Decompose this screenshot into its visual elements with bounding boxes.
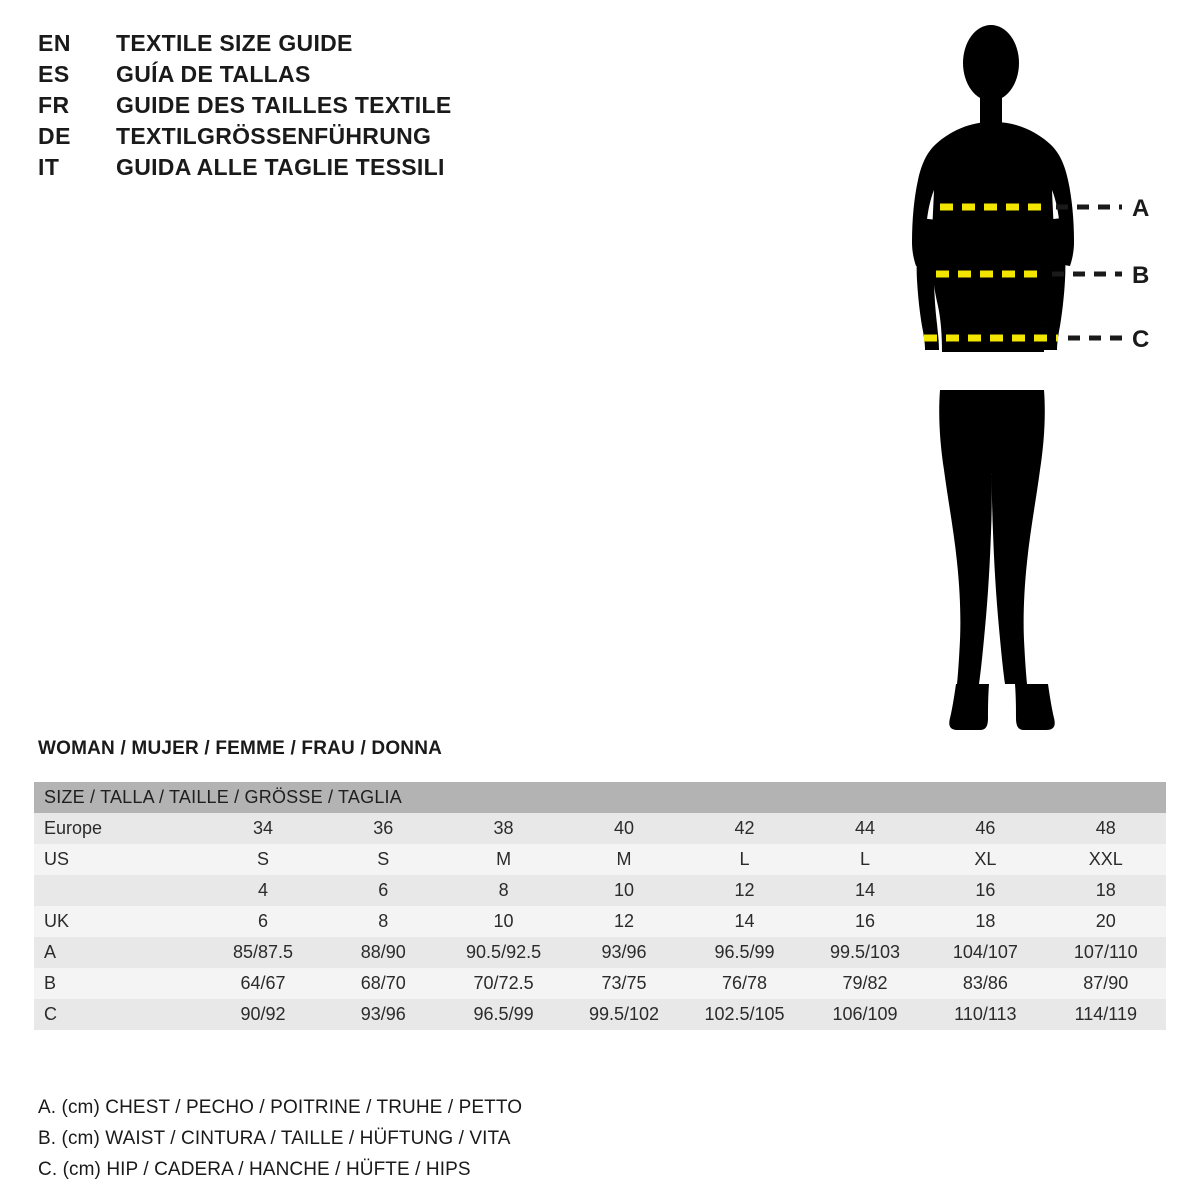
table-cell: 14 [734, 911, 755, 931]
table-row [34, 937, 1166, 968]
row-label: B [44, 973, 57, 993]
table-cell: 12 [734, 880, 755, 900]
table-cell: 73/75 [601, 973, 647, 993]
table-cell: 107/110 [1073, 942, 1138, 962]
table-cell: S [257, 849, 270, 869]
language-code: DE [38, 123, 71, 149]
language-row-fr [38, 92, 558, 123]
marker-label-c: C [1132, 326, 1150, 353]
table-cell: 93/96 [601, 942, 647, 962]
table-cell: M [616, 849, 632, 869]
row-label [34, 875, 203, 906]
body-measurement-diagram [860, 18, 1180, 738]
table-cell: 4 [258, 880, 269, 900]
language-row-en [38, 30, 558, 61]
legend-line-b: B. (cm) WAIST / CINTURA / TAILLE / HÜFTUNG / VITA [38, 1128, 511, 1149]
table-cell: 16 [975, 880, 996, 900]
language-title: GUÍA DE TALLAS [116, 61, 311, 87]
table-cell: XXL [1088, 849, 1123, 869]
language-title-block [38, 30, 558, 185]
table-cell: 96.5/99 [473, 1004, 534, 1024]
language-row-es [38, 61, 558, 92]
language-title: GUIDE DES TAILLES TEXTILE [116, 92, 452, 118]
marker-label-a: A [1132, 195, 1150, 222]
table-cell: 64/67 [240, 973, 286, 993]
table-cell: 36 [373, 818, 394, 838]
language-row-it [38, 154, 558, 185]
table-cell: 40 [614, 818, 635, 838]
table-cell: 110/113 [954, 1004, 1017, 1024]
language-title: TEXTILGRÖSSENFÜHRUNG [116, 123, 432, 149]
language-title: GUIDA ALLE TAGLIE TESSILI [116, 154, 445, 180]
table-cell: 10 [493, 911, 514, 931]
table-cell: M [496, 849, 512, 869]
table-cell: 8 [378, 911, 389, 931]
language-code: IT [38, 154, 60, 180]
table-cell: 46 [975, 818, 996, 838]
table-cell: 34 [253, 818, 274, 838]
table-cell: XL [974, 849, 997, 869]
table-cell: 79/82 [842, 973, 888, 993]
table-cell: 6 [378, 880, 389, 900]
table-cell: 12 [614, 911, 635, 931]
table-cell: 76/78 [721, 973, 768, 993]
table-cell: 87/90 [1083, 973, 1129, 993]
table-cell: S [377, 849, 390, 869]
row-label: UK [44, 911, 70, 931]
table-cell: 18 [975, 911, 996, 931]
table-cell: 104/107 [952, 942, 1018, 962]
table-cell: 20 [1095, 911, 1116, 931]
table-row [34, 999, 1166, 1030]
row-label: Europe [44, 818, 103, 838]
table-cell: 10 [614, 880, 635, 900]
legend-line-a: A. (cm) CHEST / PECHO / POITRINE / TRUHE / PETTO [38, 1097, 523, 1118]
table-cell: 99.5/102 [588, 1004, 660, 1024]
table-cell: 38 [493, 818, 514, 838]
language-code: EN [38, 30, 71, 56]
legend-line-c: C. (cm) HIP / CADERA / HANCHE / HÜFTE / HIPS [38, 1159, 471, 1180]
female-body-silhouette [912, 25, 1074, 730]
table-cell: 14 [854, 880, 875, 900]
table-cell: 6 [258, 911, 269, 931]
table-cell: 85/87.5 [232, 942, 294, 962]
table-cell: 114/119 [1074, 1004, 1137, 1024]
table-row [34, 813, 1166, 844]
table-row [34, 844, 1166, 875]
table-cell: 44 [854, 818, 875, 838]
size-table [34, 782, 1166, 1030]
table-row [34, 875, 1166, 906]
language-row-de [38, 123, 558, 154]
language-code: FR [38, 92, 70, 118]
table-cell: 90/92 [240, 1004, 286, 1024]
table-cell: 106/109 [832, 1004, 898, 1024]
row-label: US [44, 849, 70, 869]
table-cell: 18 [1095, 880, 1116, 900]
table-cell: 99.5/103 [829, 942, 901, 962]
measurement-legend [38, 1092, 738, 1185]
table-cell: 96.5/99 [714, 942, 775, 962]
table-cell: 68/70 [360, 973, 406, 993]
table-cell: 83/86 [962, 973, 1008, 993]
language-code: ES [38, 61, 70, 87]
row-label: A [44, 942, 57, 962]
table-row [34, 906, 1166, 937]
language-title: TEXTILE SIZE GUIDE [116, 30, 353, 56]
table-cell: 48 [1095, 818, 1116, 838]
row-label: C [44, 1004, 57, 1024]
table-cell: 8 [498, 880, 509, 900]
table-cell: 90.5/92.5 [466, 942, 542, 962]
table-cell: L [859, 849, 870, 869]
table-cell: 42 [734, 818, 755, 838]
table-cell: 88/90 [360, 942, 406, 962]
table-cell: L [739, 849, 750, 869]
marker-label-b: B [1132, 262, 1150, 289]
table-cell: 102.5/105 [704, 1004, 785, 1024]
section-heading-woman: WOMAN / MUJER / FEMME / FRAU / DONNA [38, 738, 443, 759]
table-cell: 70/72.5 [473, 973, 534, 993]
table-cell: 93/96 [360, 1004, 406, 1024]
table-header-row [34, 782, 1166, 813]
table-cell: 16 [854, 911, 875, 931]
table-header-label: SIZE / TALLA / TAILLE / GRÖSSE / TAGLIA [34, 782, 1166, 813]
table-row [34, 968, 1166, 999]
